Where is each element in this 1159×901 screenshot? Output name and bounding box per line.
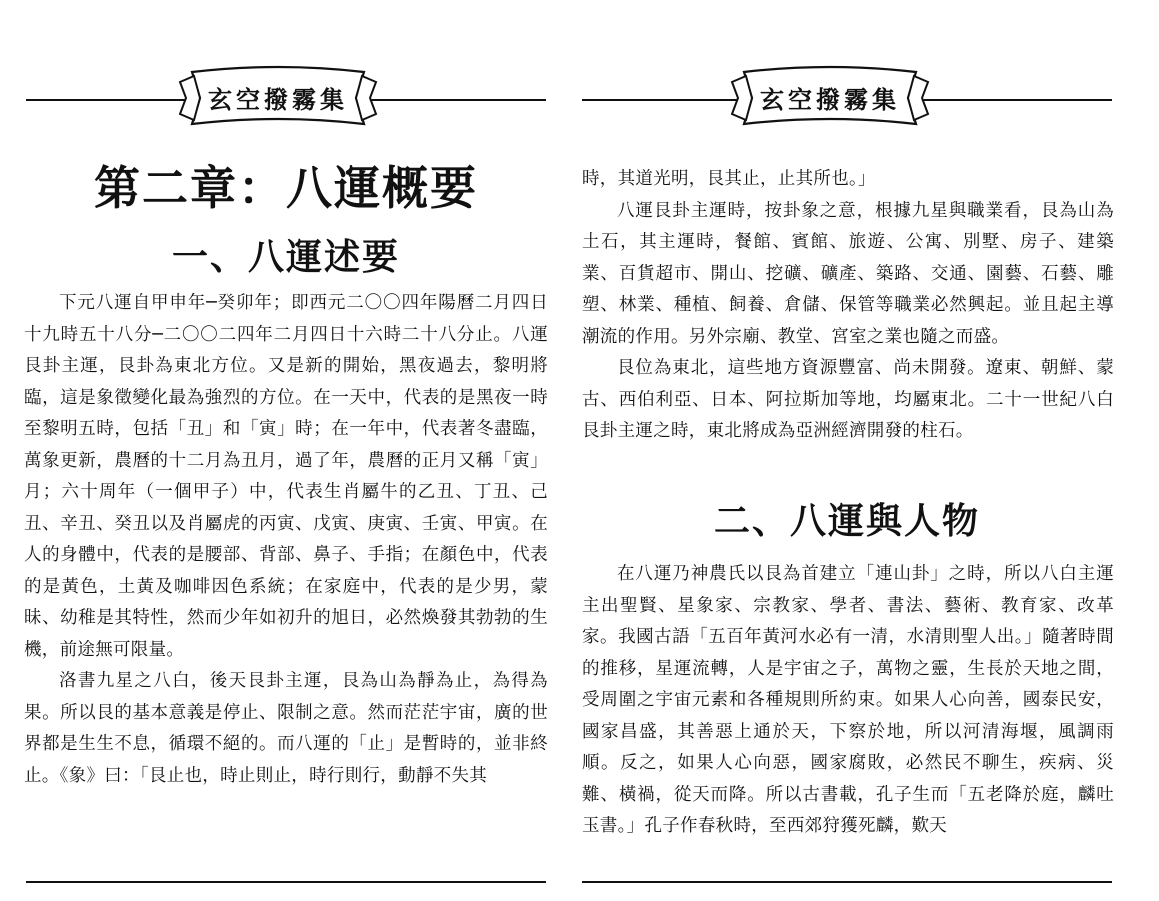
right-body-text-bottom [582, 559, 1114, 843]
section-title: 一、八運述要 [171, 237, 400, 278]
section-title: 二、八運與人物 [713, 501, 980, 542]
paragraph: 艮位為東北，這些地方資源豐富、尚未開發。遼東、朝鮮、蒙古、西伯利亞、日本、阿拉斯加等地，均屬東北。二十一世紀八白艮卦主運之時，東北將成為亞洲經濟開發的柱石。 [582, 358, 1114, 441]
footer-rule [582, 881, 1112, 883]
paragraph: 八運艮卦主運時，按卦象之意，根據九星與職業看，艮為山為土石，其主運時，餐館、賓館、旅遊、公寓、別墅、房子、建築業、百貨超市、開山、挖礦、礦產、築路、交通、園藝、石藝、雕塑、林業、種植、飼養、倉儲、保管等職業必然興起。並且起主導潮流的作用。另外宗廟、教堂、宮室之業也隨之而盛。 [582, 200, 1114, 347]
header-title: 玄空撥霧集 [760, 85, 900, 114]
left-page [0, 0, 572, 901]
left-body-text [24, 288, 548, 792]
header-scroll-banner [178, 62, 378, 132]
paragraph: 洛書九星之八白，後天艮卦主運，艮為山為靜為止，為得為果。所以艮的基本意義是停止、限制之意。然而茫茫宇宙，廣的世界都是生生不息，循環不絕的。而八運的「止」是暫時的，並非終止。《象》曰：「艮止也，時止則止，時行則行，動靜不失其 [24, 671, 548, 786]
right-page [572, 0, 1159, 901]
chapter-title: 第二章：八運概要 [94, 161, 478, 215]
right-body-text-top [582, 164, 1114, 448]
paragraph: 時，其道光明，艮其止，止其所也。」 [582, 169, 876, 189]
paragraph: 在八運乃神農氏以艮為首建立「連山卦」之時，所以八白主運主出聖賢、星象家、宗教家、學者、書法、藝術、教育家、改革家。我國古語「五百年黃河水必有一清，水清則聖人出。」隨著時間的推移，星運流轉，人是宇宙之子，萬物之靈，生長於天地之間，受周圍之宇宙元素和各種規則所約束。如果人心向善，國泰民安，國家昌盛，其善惡上通於天，下察於地，所以河清海堰，風調雨順。反之，如果人心向惡，國家腐敗，必然民不聊生，疾病、災難、橫禍，從天而降。所以古書載，孔子生而「五老降於庭，麟吐玉書。」孔子作春秋時，至西郊狩獲死麟，歎天 [582, 564, 1114, 836]
paragraph: 下元八運自甲申年─癸卯年；即西元二〇〇四年陽曆二月四日十九時五十八分─二〇〇二四年二月四日十六時二十八分止。八運艮卦主運，艮卦為東北方位。又是新的開始，黑夜過去，黎明將臨，這是象徵變化最為強烈的方位。在一天中，代表的是黑夜一時至黎明五時，包括「丑」和「寅」時；在一年中，代表著冬盡臨，萬象更新，農曆的十二月為丑月，過了年，農曆的正月又稱「寅」月；六十周年（一個甲子）中，代表生肖屬牛的乙丑、丁丑、己丑、辛丑、癸丑以及肖屬虎的丙寅、戊寅、庚寅、壬寅、甲寅。在人的身體中，代表的是腰部、背部、鼻子、手指；在顏色中，代表的是黃色，土黃及咖啡因色系統；在家庭中，代表的是少男，蒙昧、幼稚是其特性，然而少年如初升的旭日，必然煥發其勃勃的生機，前途無可限量。 [24, 293, 548, 660]
header-title: 玄空撥霧集 [208, 85, 348, 114]
footer-rule [26, 881, 546, 883]
header-scroll-banner [730, 62, 930, 132]
